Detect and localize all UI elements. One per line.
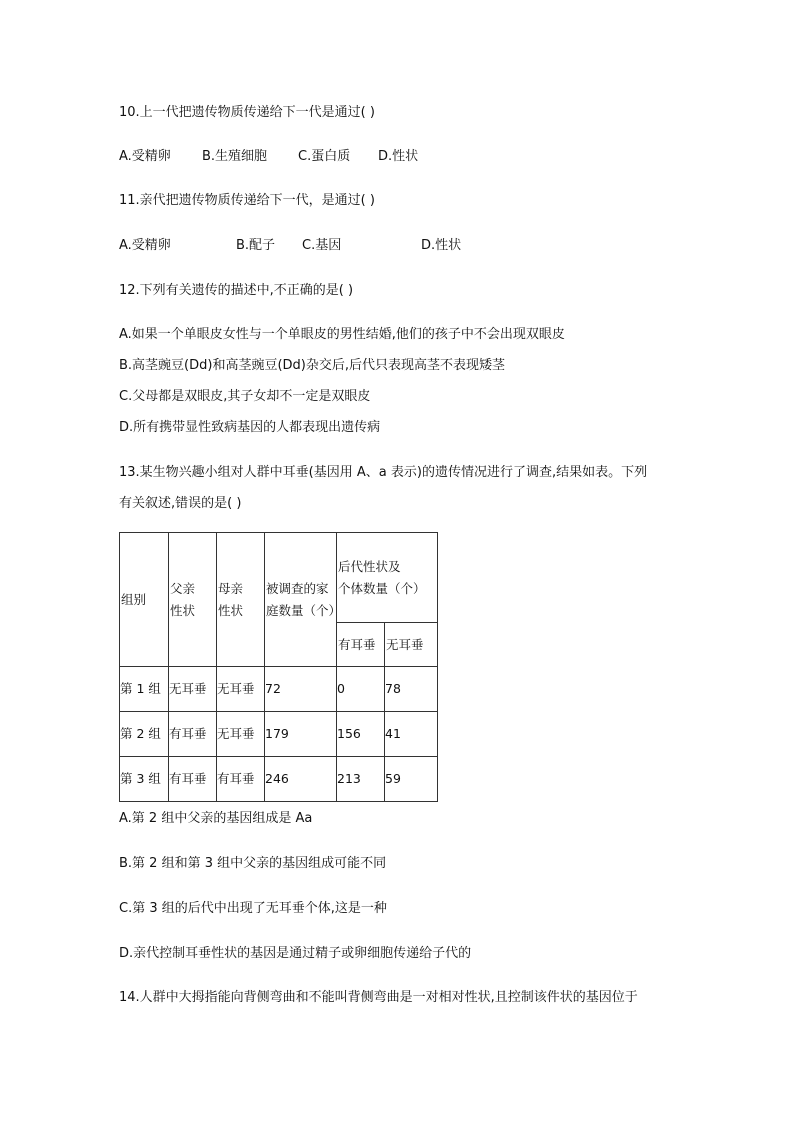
cell-with: 0 [337,667,385,712]
q13-stem-line2: 有关叙述,错误的是( ) [119,496,242,511]
q11-option-a: A.受精卵 [119,238,171,253]
q10-option-b: B.生殖细胞 [202,149,268,164]
cell-without: 41 [385,712,438,757]
q12-option-a: A.如果一个单眼皮女性与一个单眼皮的男性结婚,他们的孩子中不会出现双眼皮 [119,327,565,342]
cell-without: 59 [385,757,438,802]
cell-mother: 有耳垂 [217,757,265,802]
table-row [120,757,438,802]
q12-option-b: B.高茎豌豆(Dd)和高茎豌豆(Dd)杂交后,后代只表现高茎不表现矮茎 [119,358,505,373]
q10-option-c: C.蛋白质 [298,149,351,164]
cell-group: 第 2 组 [120,712,169,757]
header-group: 组别 [120,533,169,667]
q13-stem-line1: 13.某生物兴趣小组对人群中耳垂(基因用 A、a 表示)的遗传情况进行了调查,结果如表。下列 [119,465,648,480]
header-offspring: 后代性状及 个体数量（个） [337,533,438,623]
header-families: 被调查的家 庭数量（个） [265,533,337,667]
q13-option-c: C.第 3 组的后代中出现了无耳垂个体,这是一种 [119,901,387,916]
q12-option-c: C.父母都是双眼皮,其子女却不一定是双眼皮 [119,389,371,404]
cell-families: 72 [265,667,337,712]
cell-father: 无耳垂 [169,667,217,712]
q13-option-b: B.第 2 组和第 3 组中父亲的基因组成可能不同 [119,856,387,871]
cell-with: 156 [337,712,385,757]
q12-stem: 12.下列有关遗传的描述中,不正确的是( ) [119,283,354,298]
header-mother: 母亲 性状 [217,533,265,667]
q13-option-d: D.亲代控制耳垂性状的基因是通过精子或卵细胞传递给子代的 [119,946,472,961]
q11-option-b: B.配子 [236,238,276,253]
q11-stem: 11.亲代把遗传物质传递给下一代，是通过( ) [119,193,375,208]
q13-option-a: A.第 2 组中父亲的基因组成是 Aa [119,811,313,826]
q14-stem: 14.人群中大拇指能向背侧弯曲和不能叫背侧弯曲是一对相对性状,且控制该件状的基因位于 [119,990,638,1005]
q10-option-a: A.受精卵 [119,149,171,164]
table-row [120,712,438,757]
cell-with: 213 [337,757,385,802]
cell-group: 第 3 组 [120,757,169,802]
cell-mother: 无耳垂 [217,667,265,712]
header-with-earlobe: 有耳垂 [337,623,385,667]
cell-without: 78 [385,667,438,712]
table-row [120,667,438,712]
q11-option-d: D.性状 [421,238,462,253]
header-father: 父亲 性状 [169,533,217,667]
q10-option-d: D.性状 [378,149,419,164]
cell-mother: 无耳垂 [217,712,265,757]
cell-father: 有耳垂 [169,757,217,802]
q10-stem: 10.上一代把遗传物质传递给下一代是通过( ) [119,105,375,120]
cell-families: 246 [265,757,337,802]
cell-group: 第 1 组 [120,667,169,712]
survey-table [119,532,438,802]
header-without-earlobe: 无耳垂 [385,623,438,667]
q12-option-d: D.所有携带显性致病基因的人都表现出遗传病 [119,420,381,435]
q11-option-c: C.基因 [302,238,342,253]
cell-father: 有耳垂 [169,712,217,757]
cell-families: 179 [265,712,337,757]
